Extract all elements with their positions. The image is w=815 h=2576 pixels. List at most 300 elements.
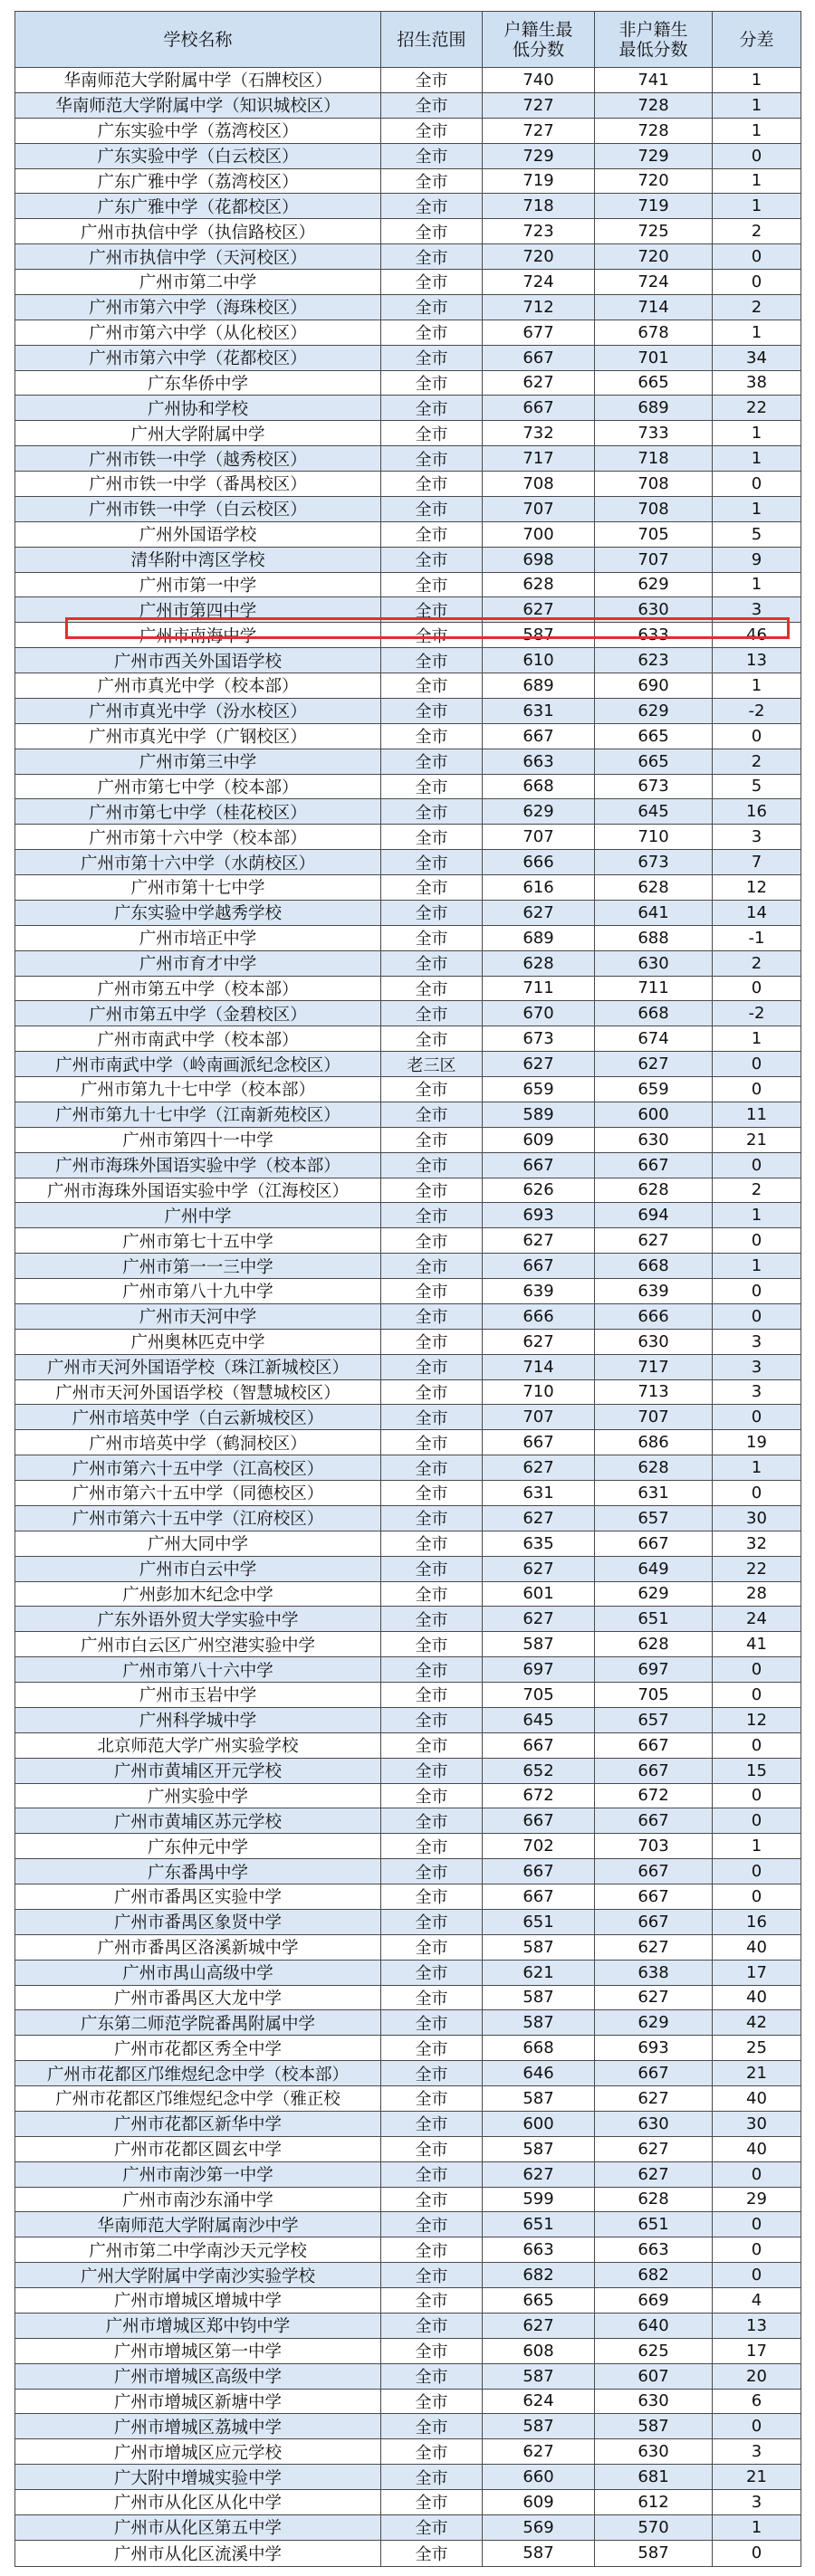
cell-hukou-min-score: 702	[483, 1834, 595, 1859]
cell-non-hukou-min-score: 667	[595, 1758, 713, 1783]
cell-school-name: 广州市从化区从化中学	[15, 2490, 381, 2515]
cell-enrollment-range: 全市	[381, 1607, 483, 1632]
cell-school-name: 广州市培英中学（白云新城校区）	[15, 1405, 381, 1430]
cell-non-hukou-min-score: 657	[595, 1707, 713, 1732]
table-row	[15, 143, 801, 168]
table-row	[15, 850, 801, 875]
cell-enrollment-range: 全市	[381, 825, 483, 850]
cell-non-hukou-min-score: 667	[595, 2061, 713, 2086]
cell-score-difference: 29	[713, 2187, 801, 2212]
cell-non-hukou-min-score: 728	[595, 92, 713, 118]
table-row	[15, 1455, 801, 1481]
cell-hukou-min-score: 666	[483, 850, 595, 875]
cell-school-name: 北京师范大学广州实验学校	[15, 1732, 381, 1758]
cell-enrollment-range: 全市	[381, 1985, 483, 2010]
cell-enrollment-range: 全市	[381, 472, 483, 497]
cell-enrollment-range: 全市	[381, 698, 483, 723]
cell-non-hukou-min-score: 587	[595, 2414, 713, 2439]
cell-non-hukou-min-score: 627	[595, 1228, 713, 1254]
cell-enrollment-range: 全市	[381, 2136, 483, 2161]
cell-enrollment-range: 全市	[381, 92, 483, 118]
cell-enrollment-range: 全市	[381, 2490, 483, 2515]
cell-enrollment-range: 全市	[381, 1960, 483, 1985]
cell-non-hukou-min-score: 630	[595, 2439, 713, 2465]
cell-score-difference: 14	[713, 900, 801, 925]
cell-non-hukou-min-score: 657	[595, 1505, 713, 1531]
cell-hukou-min-score: 718	[483, 194, 595, 219]
cell-non-hukou-min-score: 719	[595, 194, 713, 219]
cell-enrollment-range: 全市	[381, 1228, 483, 1254]
cell-score-difference: 0	[713, 143, 801, 168]
cell-score-difference: 1	[713, 673, 801, 699]
cell-school-name: 广州市白云中学	[15, 1556, 381, 1581]
cell-non-hukou-min-score: 733	[595, 421, 713, 446]
cell-school-name: 广州外国语学校	[15, 521, 381, 547]
cell-hukou-min-score: 587	[483, 2363, 595, 2389]
cell-enrollment-range: 全市	[381, 925, 483, 950]
table-row	[15, 1607, 801, 1632]
cell-school-name: 广东仲元中学	[15, 1834, 381, 1859]
header-school-name: 学校名称	[15, 12, 381, 68]
cell-school-name: 广州市第六十五中学（同德校区）	[15, 1481, 381, 1506]
cell-score-difference: 28	[713, 1581, 801, 1607]
cell-hukou-min-score: 587	[483, 2086, 595, 2112]
cell-enrollment-range: 全市	[381, 1505, 483, 1531]
cell-score-difference: 19	[713, 1430, 801, 1455]
cell-score-difference: 1	[713, 1203, 801, 1228]
cell-school-name: 广州市番禺区象贤中学	[15, 1909, 381, 1934]
table-row	[15, 623, 801, 648]
cell-score-difference: 3	[713, 2439, 801, 2465]
cell-score-difference: 25	[713, 2036, 801, 2061]
cell-non-hukou-min-score: 638	[595, 1960, 713, 1985]
cell-hukou-min-score: 627	[483, 597, 595, 623]
cell-enrollment-range: 全市	[381, 572, 483, 597]
cell-non-hukou-min-score: 630	[595, 2111, 713, 2136]
table-row	[15, 774, 801, 799]
cell-enrollment-range: 全市	[381, 1934, 483, 1960]
cell-school-name: 广州市第一一三中学	[15, 1254, 381, 1279]
cell-school-name: 广州大学附属中学	[15, 421, 381, 446]
cell-hukou-min-score: 627	[483, 2161, 595, 2187]
table-row	[15, 1354, 801, 1379]
cell-score-difference: 0	[713, 1228, 801, 1254]
table-row	[15, 950, 801, 976]
cell-non-hukou-min-score: 689	[595, 396, 713, 421]
cell-hukou-min-score: 624	[483, 2389, 595, 2414]
cell-score-difference: 20	[713, 2363, 801, 2389]
cell-non-hukou-min-score: 627	[595, 2136, 713, 2161]
cell-non-hukou-min-score: 682	[595, 2263, 713, 2288]
cell-school-name: 广州市第二中学南沙天元学校	[15, 2237, 381, 2263]
table-row	[15, 2363, 801, 2389]
cell-hukou-min-score: 628	[483, 572, 595, 597]
cell-school-name: 广州市第十七中学	[15, 875, 381, 901]
cell-school-name: 广州市第一中学	[15, 572, 381, 597]
cell-school-name: 广州市白云区广州空港实验中学	[15, 1632, 381, 1657]
cell-non-hukou-min-score: 693	[595, 2036, 713, 2061]
cell-score-difference: 0	[713, 1077, 801, 1102]
cell-hukou-min-score: 609	[483, 2490, 595, 2515]
cell-school-name: 广州科学城中学	[15, 1707, 381, 1732]
table-header-row	[15, 12, 801, 68]
cell-hukou-min-score: 710	[483, 1379, 595, 1405]
cell-enrollment-range: 全市	[381, 1303, 483, 1329]
cell-enrollment-range: 全市	[381, 68, 483, 93]
cell-non-hukou-min-score: 570	[595, 2514, 713, 2540]
cell-enrollment-range: 全市	[381, 1581, 483, 1607]
cell-score-difference: 22	[713, 396, 801, 421]
cell-score-difference: 40	[713, 2086, 801, 2112]
cell-school-name: 广东实验中学（白云校区）	[15, 143, 381, 168]
cell-enrollment-range: 全市	[381, 2514, 483, 2540]
table-row	[15, 698, 801, 723]
cell-enrollment-range: 全市	[381, 2161, 483, 2187]
cell-non-hukou-min-score: 628	[595, 1455, 713, 1481]
cell-score-difference: 0	[713, 1808, 801, 1834]
cell-score-difference: 0	[713, 2237, 801, 2263]
cell-enrollment-range: 全市	[381, 1354, 483, 1379]
cell-score-difference: 41	[713, 1632, 801, 1657]
cell-hukou-min-score: 569	[483, 2514, 595, 2540]
cell-non-hukou-min-score: 711	[595, 976, 713, 1001]
cell-score-difference: -1	[713, 925, 801, 950]
cell-hukou-min-score: 667	[483, 345, 595, 370]
table-row	[15, 118, 801, 143]
cell-enrollment-range: 全市	[381, 1758, 483, 1783]
table-row	[15, 294, 801, 320]
cell-school-name: 广州市第七十五中学	[15, 1228, 381, 1254]
table-row	[15, 2288, 801, 2314]
cell-hukou-min-score: 711	[483, 976, 595, 1001]
cell-enrollment-range: 全市	[381, 723, 483, 749]
table-row	[15, 1707, 801, 1732]
cell-score-difference: 1	[713, 92, 801, 118]
cell-enrollment-range: 全市	[381, 421, 483, 446]
cell-school-name: 广州中学	[15, 1203, 381, 1228]
table-row	[15, 1127, 801, 1152]
cell-score-difference: 0	[713, 1481, 801, 1506]
cell-school-name: 广州市第五中学（金碧校区）	[15, 1001, 381, 1026]
cell-score-difference: 2	[713, 219, 801, 244]
cell-non-hukou-min-score: 701	[595, 345, 713, 370]
cell-school-name: 广州市番禺区实验中学	[15, 1884, 381, 1910]
cell-school-name: 广州市第八十六中学	[15, 1657, 381, 1683]
cell-non-hukou-min-score: 710	[595, 825, 713, 850]
cell-hukou-min-score: 697	[483, 1657, 595, 1683]
cell-hukou-min-score: 729	[483, 143, 595, 168]
cell-enrollment-range: 老三区	[381, 1052, 483, 1077]
cell-school-name: 广州市黄埔区开元学校	[15, 1758, 381, 1783]
cell-hukou-min-score: 667	[483, 1859, 595, 1884]
cell-school-name: 广州市花都区邝维煜纪念中学（校本部）	[15, 2061, 381, 2086]
table-row	[15, 1783, 801, 1808]
cell-score-difference: 1	[713, 68, 801, 93]
cell-non-hukou-min-score: 713	[595, 1379, 713, 1405]
cell-school-name: 广州市培英中学（鹤洞校区）	[15, 1430, 381, 1455]
cell-enrollment-range: 全市	[381, 547, 483, 572]
cell-hukou-min-score: 698	[483, 547, 595, 572]
cell-hukou-min-score: 627	[483, 1505, 595, 1531]
cell-hukou-min-score: 667	[483, 723, 595, 749]
cell-school-name: 广州彭加木纪念中学	[15, 1581, 381, 1607]
table-row	[15, 219, 801, 244]
cell-school-name: 广州市第十六中学（水荫校区）	[15, 850, 381, 875]
cell-enrollment-range: 全市	[381, 1178, 483, 1203]
table-row	[15, 1178, 801, 1203]
cell-score-difference: 24	[713, 1607, 801, 1632]
cell-hukou-min-score: 720	[483, 244, 595, 270]
cell-non-hukou-min-score: 705	[595, 521, 713, 547]
cell-hukou-min-score: 628	[483, 950, 595, 976]
table-row	[15, 1228, 801, 1254]
cell-hukou-min-score: 667	[483, 1808, 595, 1834]
cell-enrollment-range: 全市	[381, 1884, 483, 1910]
cell-enrollment-range: 全市	[381, 270, 483, 295]
cell-enrollment-range: 全市	[381, 1657, 483, 1683]
cell-score-difference: 1	[713, 1026, 801, 1052]
cell-enrollment-range: 全市	[381, 396, 483, 421]
cell-non-hukou-min-score: 627	[595, 1985, 713, 2010]
table-row	[15, 92, 801, 118]
cell-school-name: 广州市第九十七中学（江南新苑校区）	[15, 1102, 381, 1127]
cell-non-hukou-min-score: 672	[595, 1783, 713, 1808]
cell-non-hukou-min-score: 667	[595, 1531, 713, 1556]
cell-hukou-min-score: 587	[483, 2540, 595, 2566]
cell-hukou-min-score: 705	[483, 1683, 595, 1708]
cell-enrollment-range: 全市	[381, 244, 483, 270]
cell-enrollment-range: 全市	[381, 673, 483, 699]
cell-hukou-min-score: 600	[483, 2111, 595, 2136]
cell-non-hukou-min-score: 708	[595, 496, 713, 521]
cell-score-difference: 0	[713, 1884, 801, 1910]
cell-score-difference: 0	[713, 2540, 801, 2566]
cell-enrollment-range: 全市	[381, 2061, 483, 2086]
cell-hukou-min-score: 627	[483, 1556, 595, 1581]
cell-school-name: 广州市第七中学（校本部）	[15, 774, 381, 799]
cell-non-hukou-min-score: 607	[595, 2363, 713, 2389]
cell-hukou-min-score: 616	[483, 875, 595, 901]
cell-hukou-min-score: 665	[483, 2288, 595, 2314]
cell-score-difference: 3	[713, 597, 801, 623]
table-row	[15, 1884, 801, 1910]
cell-hukou-min-score: 635	[483, 1531, 595, 1556]
cell-school-name: 华南师范大学附属中学（石牌校区）	[15, 68, 381, 93]
cell-enrollment-range: 全市	[381, 1556, 483, 1581]
cell-enrollment-range: 全市	[381, 1379, 483, 1405]
cell-score-difference: 0	[713, 472, 801, 497]
cell-non-hukou-min-score: 678	[595, 320, 713, 345]
cell-school-name: 广州市增城区郑中钧中学	[15, 2313, 381, 2338]
table-row	[15, 1556, 801, 1581]
cell-enrollment-range: 全市	[381, 1127, 483, 1152]
table-row	[15, 1430, 801, 1455]
table-row	[15, 1303, 801, 1329]
cell-hukou-min-score: 627	[483, 900, 595, 925]
table-row	[15, 1909, 801, 1934]
table-row	[15, 799, 801, 825]
cell-school-name: 广州市第四十一中学	[15, 1127, 381, 1152]
cell-non-hukou-min-score: 651	[595, 1607, 713, 1632]
cell-hukou-min-score: 723	[483, 219, 595, 244]
cell-score-difference: 34	[713, 345, 801, 370]
cell-score-difference: 30	[713, 2111, 801, 2136]
cell-hukou-min-score: 601	[483, 1581, 595, 1607]
cell-hukou-min-score: 627	[483, 1455, 595, 1481]
cell-school-name: 广州市南海中学	[15, 623, 381, 648]
table-row	[15, 68, 801, 93]
cell-hukou-min-score: 587	[483, 2010, 595, 2036]
cell-non-hukou-min-score: 628	[595, 875, 713, 901]
cell-non-hukou-min-score: 659	[595, 1077, 713, 1102]
table-row	[15, 1026, 801, 1052]
cell-score-difference: 16	[713, 1909, 801, 1934]
cell-non-hukou-min-score: 667	[595, 1152, 713, 1178]
cell-score-difference: 13	[713, 2313, 801, 2338]
cell-school-name: 广州市黄埔区苏元学校	[15, 1808, 381, 1834]
cell-hukou-min-score: 666	[483, 1303, 595, 1329]
cell-hukou-min-score: 740	[483, 68, 595, 93]
cell-hukou-min-score: 631	[483, 698, 595, 723]
cell-hukou-min-score: 660	[483, 2465, 595, 2490]
cell-enrollment-range: 全市	[381, 1203, 483, 1228]
cell-score-difference: 0	[713, 723, 801, 749]
cell-non-hukou-min-score: 708	[595, 472, 713, 497]
cell-school-name: 广州市增城区第一中学	[15, 2338, 381, 2363]
cell-enrollment-range: 全市	[381, 1834, 483, 1859]
cell-score-difference: 1	[713, 1254, 801, 1279]
cell-school-name: 广州奥林匹克中学	[15, 1329, 381, 1354]
table-row	[15, 825, 801, 850]
cell-school-name: 广州市玉岩中学	[15, 1683, 381, 1708]
cell-non-hukou-min-score: 717	[595, 1354, 713, 1379]
cell-enrollment-range: 全市	[381, 749, 483, 774]
cell-hukou-min-score: 651	[483, 1909, 595, 1934]
table-row	[15, 1001, 801, 1026]
cell-non-hukou-min-score: 651	[595, 2212, 713, 2237]
cell-non-hukou-min-score: 623	[595, 648, 713, 673]
cell-score-difference: 30	[713, 1505, 801, 1531]
table-row	[15, 1985, 801, 2010]
cell-enrollment-range: 全市	[381, 1783, 483, 1808]
cell-school-name: 广东实验中学（荔湾校区）	[15, 118, 381, 143]
cell-non-hukou-min-score: 630	[595, 1329, 713, 1354]
table-row	[15, 521, 801, 547]
cell-non-hukou-min-score: 720	[595, 244, 713, 270]
cell-non-hukou-min-score: 720	[595, 168, 713, 194]
cell-non-hukou-min-score: 673	[595, 850, 713, 875]
table-row	[15, 2439, 801, 2465]
cell-score-difference: 3	[713, 1379, 801, 1405]
table-row	[15, 1581, 801, 1607]
cell-enrollment-range: 全市	[381, 799, 483, 825]
table-row	[15, 2187, 801, 2212]
table-row	[15, 1808, 801, 1834]
cell-hukou-min-score: 627	[483, 2313, 595, 2338]
cell-school-name: 广东番禺中学	[15, 1859, 381, 1884]
table-row	[15, 370, 801, 396]
cell-school-name: 广州市增城区新塘中学	[15, 2389, 381, 2414]
cell-non-hukou-min-score: 688	[595, 925, 713, 950]
table-row	[15, 194, 801, 219]
table-row	[15, 2010, 801, 2036]
cell-non-hukou-min-score: 629	[595, 698, 713, 723]
cell-school-name: 华南师范大学附属南沙中学	[15, 2212, 381, 2237]
cell-enrollment-range: 全市	[381, 168, 483, 194]
cell-score-difference: 15	[713, 1758, 801, 1783]
cell-score-difference: 22	[713, 1556, 801, 1581]
table-row	[15, 1683, 801, 1708]
cell-hukou-min-score: 670	[483, 1001, 595, 1026]
table-row	[15, 572, 801, 597]
cell-enrollment-range: 全市	[381, 2086, 483, 2112]
cell-hukou-min-score: 587	[483, 1632, 595, 1657]
cell-score-difference: 2	[713, 1178, 801, 1203]
cell-non-hukou-min-score: 627	[595, 2161, 713, 2187]
cell-score-difference: 21	[713, 1127, 801, 1152]
cell-non-hukou-min-score: 629	[595, 572, 713, 597]
cell-school-name: 广东华侨中学	[15, 370, 381, 396]
cell-non-hukou-min-score: 668	[595, 1254, 713, 1279]
cell-school-name: 广大附中增城实验中学	[15, 2465, 381, 2490]
table-row	[15, 1077, 801, 1102]
cell-score-difference: -2	[713, 1001, 801, 1026]
cell-school-name: 广州市铁一中学（白云校区）	[15, 496, 381, 521]
cell-school-name: 广州市第六十五中学（江府校区）	[15, 1505, 381, 1531]
cell-non-hukou-min-score: 630	[595, 2389, 713, 2414]
cell-non-hukou-min-score: 667	[595, 1808, 713, 1834]
cell-non-hukou-min-score: 667	[595, 1859, 713, 1884]
table-row	[15, 2061, 801, 2086]
cell-hukou-min-score: 727	[483, 92, 595, 118]
cell-hukou-min-score: 663	[483, 2237, 595, 2263]
cell-score-difference: 3	[713, 825, 801, 850]
cell-enrollment-range: 全市	[381, 194, 483, 219]
table-row	[15, 1102, 801, 1127]
table-row	[15, 1758, 801, 1783]
table-row	[15, 1052, 801, 1077]
cell-non-hukou-min-score: 686	[595, 1430, 713, 1455]
table-row	[15, 270, 801, 295]
cell-score-difference: 17	[713, 2338, 801, 2363]
cell-non-hukou-min-score: 665	[595, 370, 713, 396]
cell-school-name: 广州实验中学	[15, 1783, 381, 1808]
header-score-difference: 分差	[713, 12, 801, 68]
table-row	[15, 1329, 801, 1354]
table-row	[15, 2338, 801, 2363]
cell-score-difference: 2	[713, 294, 801, 320]
table-row	[15, 547, 801, 572]
cell-hukou-min-score: 667	[483, 1732, 595, 1758]
table-row	[15, 2136, 801, 2161]
cell-hukou-min-score: 712	[483, 294, 595, 320]
table-row	[15, 1203, 801, 1228]
cell-hukou-min-score: 689	[483, 925, 595, 950]
cell-score-difference: 0	[713, 270, 801, 295]
table-row	[15, 976, 801, 1001]
cell-school-name: 广州市第十六中学（校本部）	[15, 825, 381, 850]
cell-enrollment-range: 全市	[381, 1808, 483, 1834]
cell-hukou-min-score: 682	[483, 2263, 595, 2288]
cell-non-hukou-min-score: 697	[595, 1657, 713, 1683]
score-table	[14, 11, 801, 2567]
cell-score-difference: 16	[713, 799, 801, 825]
cell-non-hukou-min-score: 600	[595, 1102, 713, 1127]
header-non-hukou-min-score	[595, 12, 713, 68]
header-non-hukou-line1: 非户籍生	[618, 19, 688, 40]
cell-enrollment-range: 全市	[381, 2414, 483, 2439]
cell-school-name: 清华附中湾区学校	[15, 547, 381, 572]
